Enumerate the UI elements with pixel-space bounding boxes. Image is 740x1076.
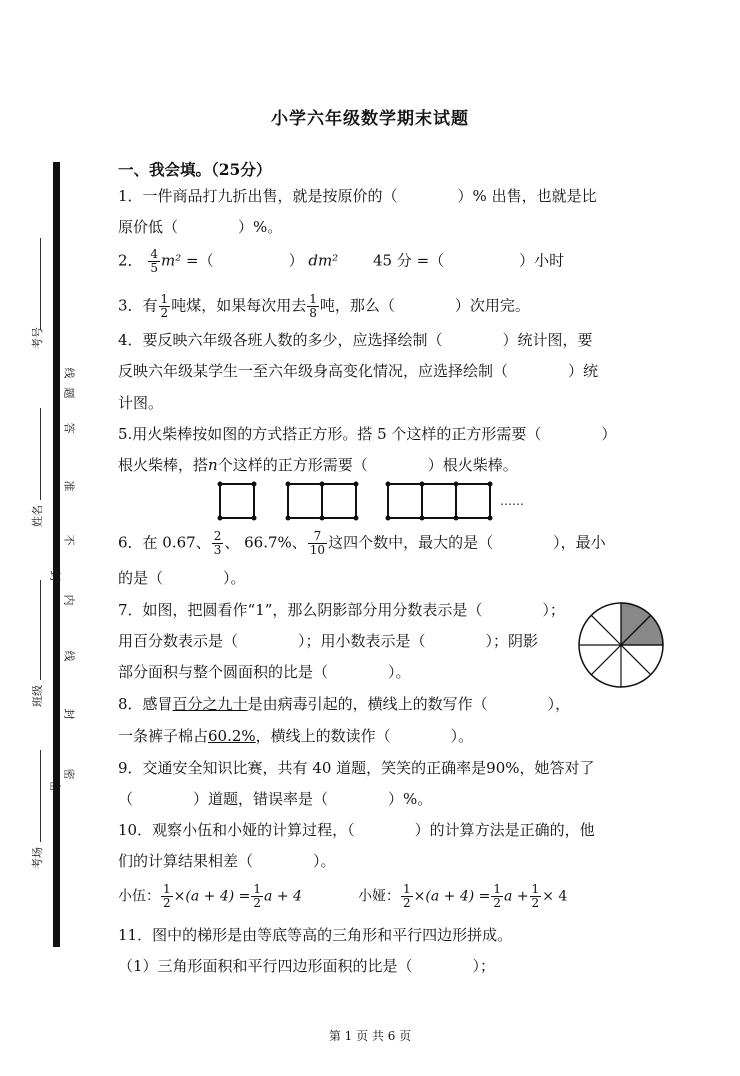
underlined-text: 60.2% — [208, 727, 256, 745]
q6-prefix: 6．在 0.67、 — [118, 533, 211, 552]
q6-line1 — [118, 530, 606, 557]
expr: (a + 4) = — [425, 888, 491, 905]
q8-line1 — [118, 694, 570, 714]
numerator: 1 — [163, 882, 171, 896]
fraction — [251, 883, 263, 910]
q4-line2: 反映六年级某学生一至六年级身高变化情况，应选择绘制（ ）统 — [118, 362, 599, 380]
kaochang-line — [40, 750, 42, 842]
q8-line2 — [118, 726, 473, 746]
expr: a + — [504, 888, 529, 905]
q9-line1: 9．交通安全知识比赛，共有 40 道题，笑笑的正确率是90%，她答对了 — [118, 759, 595, 777]
underlined-text: 百分之九十 — [172, 695, 248, 713]
q3-line — [118, 293, 530, 320]
q7-line2: 用百分数表示是（ ）；用小数表示是（ ）；阴影 — [118, 632, 539, 650]
times: × — [413, 888, 426, 905]
q3-mid: 吨煤，如果每次用去 — [171, 296, 307, 315]
numerator: 1 — [253, 882, 262, 896]
denominator: 3 — [213, 543, 222, 557]
q5-text: 个这样的正方形需要（ ）根火柴棒。 — [217, 456, 518, 474]
seal-char: 内 — [62, 594, 76, 606]
q5-line2 — [118, 455, 518, 475]
expr: × 4 — [542, 888, 568, 905]
q8-text: 一条裤子棉占 — [118, 727, 209, 745]
xingming-label: 姓名 — [31, 505, 44, 527]
denominator: 5 — [150, 261, 158, 275]
fraction — [159, 293, 171, 320]
unit: m² — [160, 251, 182, 270]
q8-text: 8．感冒 — [118, 695, 173, 713]
denominator: 2 — [531, 896, 540, 910]
kaohao-label: 考号 — [31, 327, 44, 349]
matchstick-figure — [210, 478, 540, 524]
fraction — [530, 883, 542, 910]
q2-prefix: 2． — [118, 251, 143, 270]
numerator: 1 — [309, 292, 317, 306]
q1-line2: 原价低（ ）%。 — [118, 218, 283, 236]
seal-char: 题 — [62, 387, 76, 399]
fraction — [308, 530, 327, 557]
unit: dm² — [308, 251, 339, 270]
q10-wu-equation — [118, 883, 302, 910]
page-title: 小学六年级数学期末试题 — [271, 109, 469, 129]
q10-line1: 10．观察小伍和小娅的计算过程，（ ）的计算方法是正确的，他 — [118, 821, 595, 839]
pie-circle — [576, 600, 666, 690]
numerator: 4 — [150, 247, 158, 261]
section-heading: 一、我会填。（25分） — [118, 160, 272, 179]
q4-line1: 4．要反映六年级各班人数的多少，应选择绘制（ ）统计图，要 — [118, 331, 593, 349]
expr: a + 4 — [264, 888, 302, 905]
square-3a — [388, 484, 422, 518]
q7-line3: 部分面积与整个圆面积的比是（ ）。 — [118, 663, 411, 681]
banji-label: 班级 — [31, 685, 44, 707]
page-footer: 第 1 页 共 6 页 — [328, 1029, 412, 1043]
variable-n: n — [208, 456, 218, 474]
q6-rest: 这四个数中，最大的是（ ），最小 — [328, 533, 606, 552]
xingming-line — [40, 408, 42, 500]
numerator: 1 — [493, 882, 502, 896]
seal-char: 准 — [62, 480, 76, 492]
banji-line — [40, 580, 42, 680]
fraction — [212, 530, 224, 557]
seal-char: 封 — [48, 570, 62, 582]
q5-text: 根火柴棒，搭 — [118, 456, 209, 474]
times: × — [173, 888, 186, 905]
denominator: 10 — [309, 543, 326, 557]
q11-line2: （1）三角形面积和平行四边形面积的比是（ ）； — [118, 957, 496, 975]
denominator: 8 — [309, 306, 317, 320]
q3-prefix: 3．有 — [118, 296, 158, 315]
numerator: 2 — [213, 529, 222, 543]
q8-text: ，横线上的数读作（ ）。 — [255, 727, 474, 745]
q7-line1: 7．如图，把圆看作“1”，那么阴影部分用分数表示是（ ）； — [118, 601, 565, 619]
binding-bar — [53, 162, 60, 947]
q6-mid: 、 66.7%、 — [224, 533, 307, 552]
denominator: 2 — [403, 896, 411, 910]
seal-char: 密 — [62, 768, 76, 780]
expr: (a + 4) = — [185, 888, 251, 905]
seal-char: 答 — [62, 422, 76, 434]
denominator: 2 — [163, 896, 171, 910]
denominator: 2 — [160, 306, 169, 320]
denominator: 2 — [493, 896, 502, 910]
q2-rest: 45 分 =（ ）小时 — [342, 251, 565, 270]
square-3c — [456, 484, 490, 518]
ya-label: 小娅： — [358, 888, 400, 905]
q2-blank: =（ ） — [186, 251, 304, 270]
numerator: 1 — [403, 882, 411, 896]
square-1 — [220, 484, 254, 518]
fraction — [161, 883, 173, 910]
q6-line2: 的是（ ）。 — [118, 569, 246, 587]
seal-char: 线 — [62, 650, 76, 662]
seal-char: 密 — [48, 780, 62, 792]
q8-text: 是由病毒引起的，横线上的数写作（ ）， — [247, 695, 571, 713]
kaohao-line — [40, 238, 42, 330]
seal-char: 不 — [62, 534, 76, 546]
q2-line — [118, 248, 564, 275]
q11-line1: 11．图中的梯形是由等底等高的三角形和平行四边形拼成。 — [118, 926, 513, 944]
numerator: 1 — [160, 292, 169, 306]
square-2a — [288, 484, 322, 518]
ellipsis: …… — [500, 494, 524, 508]
q9-line2: （ ）道题，错误率是（ ）%。 — [118, 790, 433, 808]
q1-line1: 1．一件商品打九折出售，就是按原价的（ ）% 出售，也就是比 — [118, 187, 597, 205]
square-2b — [322, 484, 356, 518]
q10-ya-equation — [358, 883, 567, 910]
q5-line1: 5.用火柴棒按如图的方式搭正方形。搭 5 个这样的正方形需要（ ） — [118, 425, 617, 443]
denominator: 2 — [253, 896, 262, 910]
kaochang-label: 考场 — [31, 847, 44, 869]
seal-char: 封 — [62, 708, 76, 720]
fraction — [148, 248, 160, 275]
wu-label: 小伍： — [118, 888, 160, 905]
fraction — [401, 883, 413, 910]
fraction — [307, 293, 319, 320]
square-3b — [422, 484, 456, 518]
q10-line2: 们的计算结果相差（ ）。 — [118, 852, 336, 870]
q3-rest: 吨，那么（ ）次用完。 — [319, 296, 530, 315]
numerator: 1 — [531, 882, 540, 896]
numerator: 7 — [308, 530, 327, 544]
fraction — [491, 883, 503, 910]
seal-char: 线 — [62, 367, 76, 379]
q4-line3: 计图。 — [118, 394, 164, 412]
